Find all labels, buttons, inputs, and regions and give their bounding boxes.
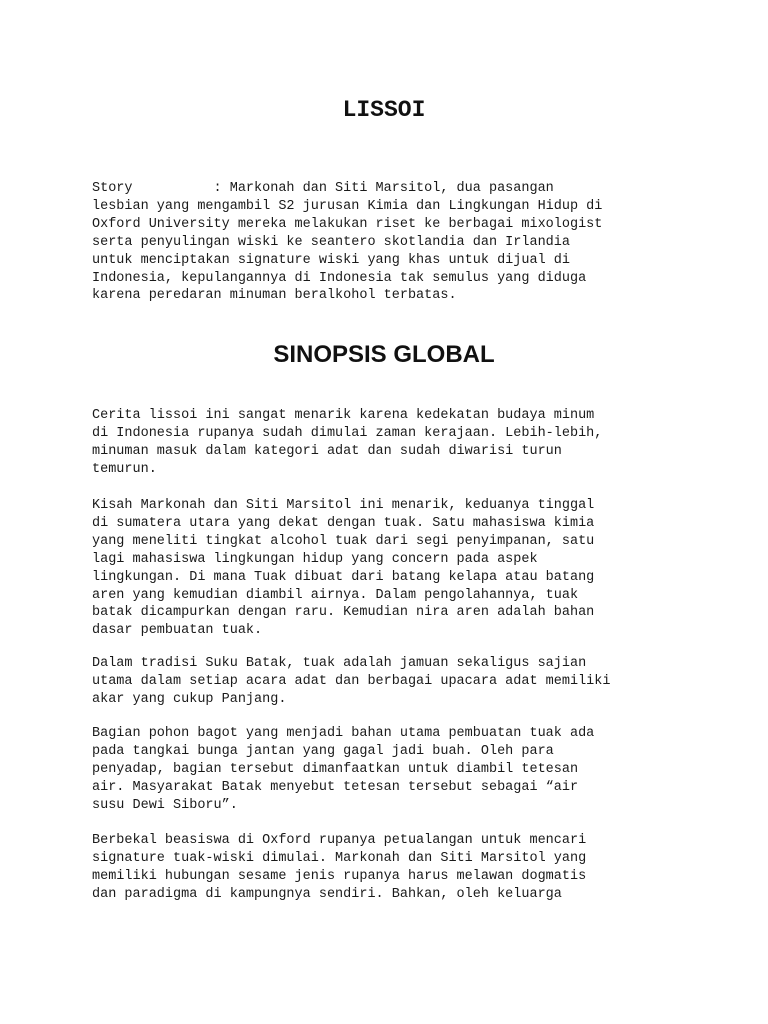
paragraph-line: lagi mahasiswa lingkungan hidup yang concern pada aspek [92,551,538,567]
paragraph-line: penyadap, bagian tersebut dimanfaatkan untuk diambil tetesan [92,761,579,777]
paragraph-1 [92,407,602,479]
paragraph-line: akar yang cukup Panjang. [92,691,287,707]
story-line: lesbian yang mengambil S2 jurusan Kimia dan Lingkungan Hidup di [92,198,603,214]
paragraph-line: temurun. [92,461,157,477]
section-title: SINOPSIS GLOBAL [273,341,495,368]
paragraph-line: pada tangkai bunga jantan yang gagal jadi buah. Oleh para [92,743,554,759]
story-line: untuk menciptakan signature wiski yang khas untuk dijual di [92,252,570,268]
paragraph-line: utama dalam setiap acara adat dan berbagai upacara adat memiliki [92,673,611,689]
paragraph-line: dan paradigma di kampungnya sendiri. Bahkan, oleh keluarga [92,886,562,902]
paragraph-line: Cerita lissoi ini sangat menarik karena kedekatan budaya minum [92,408,595,423]
paragraph-line: memiliki hubungan sesame jenis rupanya harus melawan dogmatis [92,868,587,884]
paragraph-line: susu Dewi Siboru”. [92,797,238,813]
paragraph-line: air. Masyarakat Batak menyebut tetesan tersebut sebagai “air [92,779,579,795]
paragraph-2 [92,497,594,640]
story-line: Indonesia, kepulangannya di Indonesia tak semulus yang diduga [92,270,587,286]
paragraph-5 [92,832,586,904]
story-block [92,180,602,305]
story-line: karena peredaran minuman beralkohol terbatas. [92,288,457,304]
paragraph-3 [92,655,610,709]
paragraph-line: Berbekal beasiswa di Oxford rupanya petualangan untuk mencari [92,833,587,848]
paragraph-line: minuman masuk dalam kategori adat dan sudah diwarisi turun [92,443,562,459]
story-line: Story : Markonah dan Siti Marsitol, dua pasangan [92,181,554,196]
paragraph-line: yang meneliti tingkat alcohol tuak dari segi penyimpanan, satu [92,533,595,549]
story-line: serta penyulingan wiski ke seantero skotlandia dan Irlandia [92,234,570,250]
paragraph-line: aren yang kemudian diambil airnya. Dalam pengolahannya, tuak [92,587,579,603]
paragraph-line: di Indonesia rupanya sudah dimulai zaman kerajaan. Lebih-lebih, [92,425,603,441]
paragraph-line: batak dicampurkan dengan raru. Kemudian nira aren adalah bahan [92,605,595,621]
paragraph-line: di sumatera utara yang dekat dengan tuak. Satu mahasiswa kimia [92,515,595,531]
paragraph-line: Dalam tradisi Suku Batak, tuak adalah jamuan sekaligus sajian [92,656,587,671]
paragraph-line: dasar pembuatan tuak. [92,623,263,639]
paragraph-line: signature tuak-wiski dimulai. Markonah dan Siti Marsitol yang [92,850,587,866]
paragraph-line: Kisah Markonah dan Siti Marsitol ini menarik, keduanya tinggal [92,498,595,513]
paragraph-4 [92,725,594,815]
story-line: Oxford University mereka melakukan riset ke berbagai mixologist [92,216,603,232]
paragraph-line: Bagian pohon bagot yang menjadi bahan utama pembuatan tuak ada [92,726,595,741]
document-title: LISSOI [342,97,426,123]
paragraph-line: lingkungan. Di mana Tuak dibuat dari batang kelapa atau batang [92,569,595,585]
